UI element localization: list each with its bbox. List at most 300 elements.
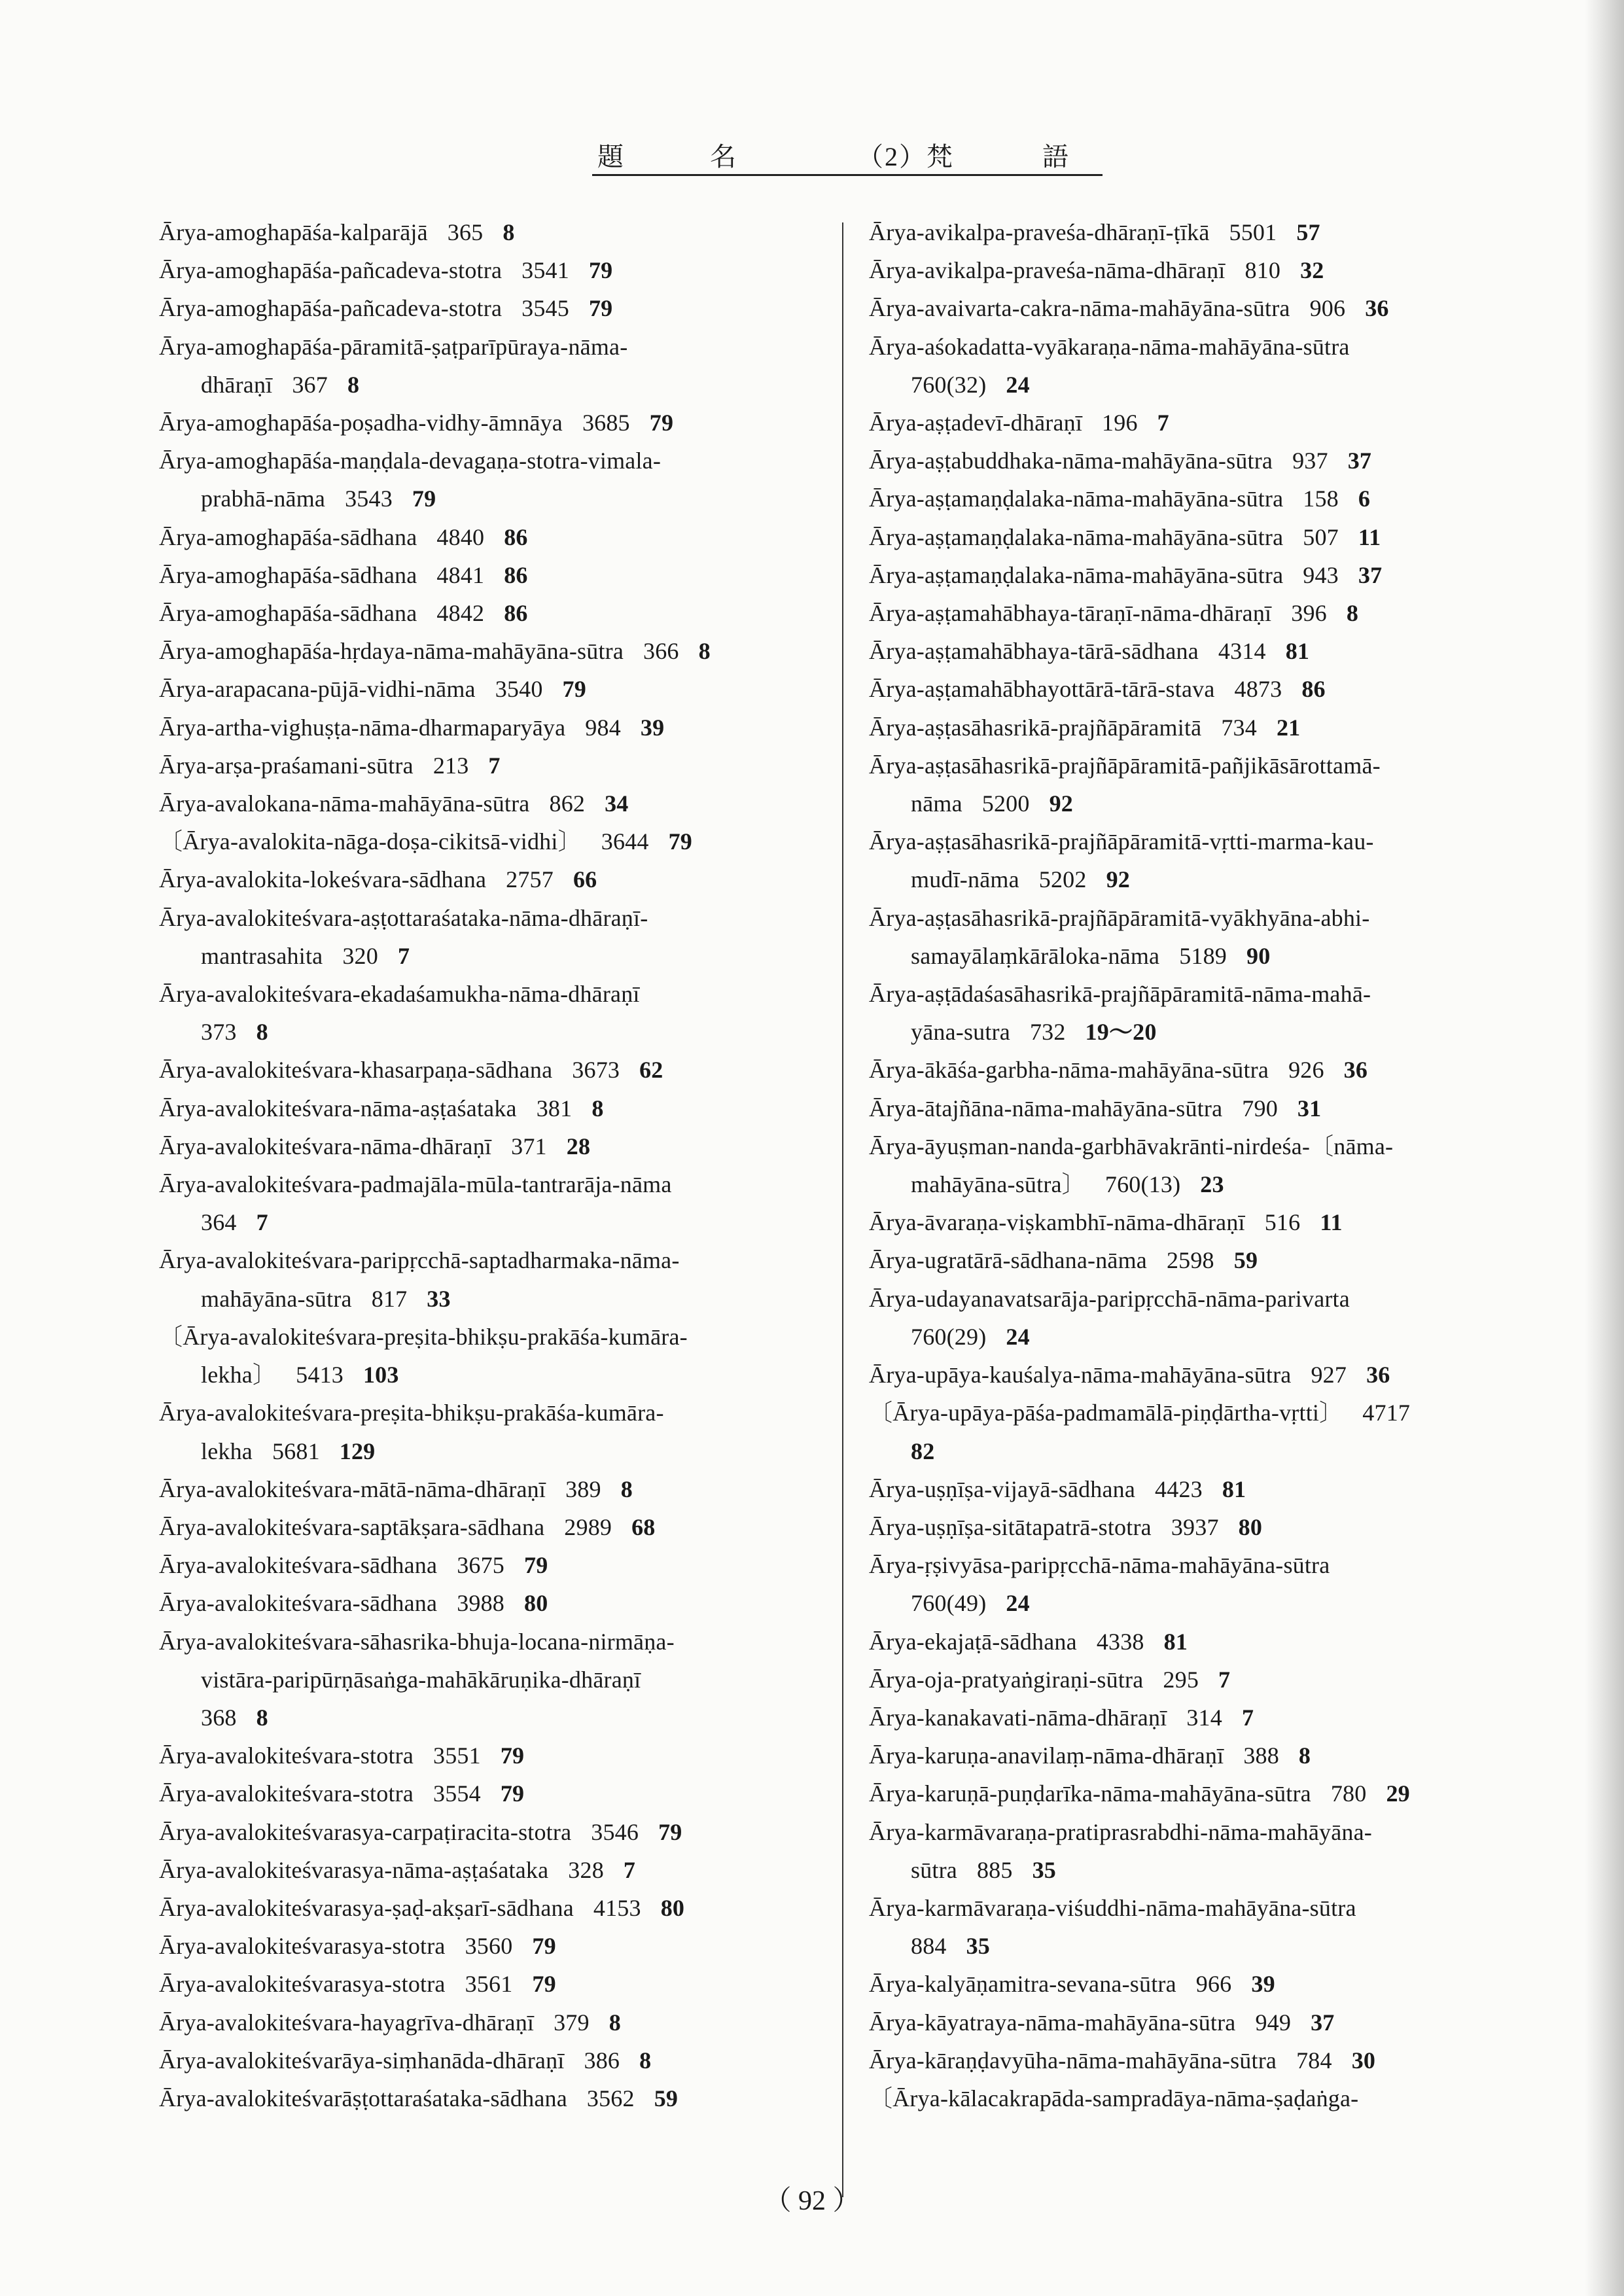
entry-number: 5413: [296, 1362, 344, 1388]
entry-title: Ārya-āvaraṇa-viṣkambhī-nāma-dhāraṇī: [869, 1209, 1245, 1236]
index-entry: [869, 1889, 1556, 1927]
entry-volume: 36: [1343, 1057, 1368, 1084]
entry-volume: 8: [698, 638, 711, 665]
index-entry: [159, 632, 846, 670]
index-entry: [159, 747, 846, 785]
index-entry: [159, 1318, 846, 1356]
entry-number: 884: [911, 1933, 947, 1960]
left-column-index: [159, 213, 846, 2117]
entry-number: 4840: [436, 523, 485, 550]
entry-number: 784: [1296, 2047, 1332, 2074]
index-entry: [159, 594, 846, 632]
entry-volume: 8: [609, 2009, 621, 2036]
entry-title: Ārya-avalokiteśvara-paripṛcchā-saptadharmaka-nāma-: [159, 1247, 680, 1274]
entry-title: Ārya-avalokana-nāma-mahāyāna-sūtra: [159, 790, 530, 817]
entry-number: 4423: [1155, 1475, 1203, 1502]
entry-number: 373: [201, 1019, 237, 1046]
entry-title: Ārya-upāya-kauśalya-nāma-mahāyāna-sūtra: [869, 1362, 1292, 1388]
entry-title: 〔Ārya-avalokita-nāga-doṣa-cikitsā-vidhi〕: [159, 828, 582, 855]
entry-volume: 92: [1106, 866, 1130, 893]
entry-title: Ārya-amoghapāśa-sādhana: [159, 600, 417, 627]
entry-number: 3561: [465, 1971, 513, 1998]
entry-number: 4873: [1234, 676, 1282, 703]
entry-number: 926: [1288, 1057, 1324, 1084]
index-entry: [159, 1889, 846, 1927]
entry-number: 368: [201, 1704, 237, 1731]
entry-number: 196: [1102, 410, 1138, 436]
entry-volume: 23: [1200, 1171, 1224, 1198]
entry-number: 158: [1303, 486, 1339, 512]
entry-volume: 34: [605, 790, 629, 817]
entry-title: Ārya-kāyatraya-nāma-mahāyāna-sūtra: [869, 2009, 1236, 2036]
entry-title: Ārya-avikalpa-praveśa-nāma-dhāraṇī: [869, 257, 1226, 284]
entry-volume: 79: [532, 1933, 556, 1960]
index-entry-continuation: [159, 1203, 846, 1241]
index-entry: [159, 1813, 846, 1851]
index-entry: [159, 1508, 846, 1546]
entry-title: Ārya-aṣṭamaṇḍalaka-nāma-mahāyāna-sūtra: [869, 561, 1284, 588]
entry-number: 3673: [572, 1057, 620, 1084]
entry-volume: 30: [1351, 2047, 1376, 2074]
index-entry: [159, 556, 846, 594]
index-entry: [869, 328, 1556, 366]
entry-title: Ārya-avalokiteśvara-padmajāla-mūla-tantrarāja-nāma: [159, 1171, 672, 1198]
index-entry: [869, 709, 1556, 747]
entry-title: Ārya-amoghapāśa-maṇḍala-devagaṇa-stotra-vimala-: [159, 448, 662, 474]
entry-number: 3545: [521, 295, 569, 322]
entry-title: 〔Ārya-avalokiteśvara-preṣita-bhikṣu-prakāśa-kumāra-: [159, 1323, 688, 1350]
entry-title: Ārya-arṣa-praśamani-sūtra: [159, 752, 414, 779]
entry-volume: 7: [256, 1209, 268, 1236]
index-entry: [159, 899, 846, 937]
entry-number: 3543: [345, 486, 393, 512]
index-entry: [869, 480, 1556, 518]
entry-volume: 36: [1366, 1362, 1390, 1388]
entry-number: 862: [549, 790, 586, 817]
index-entry: [869, 1051, 1556, 1089]
index-entry: [159, 404, 846, 442]
entry-volume: 11: [1320, 1209, 1343, 1236]
entry-title: Ārya-amoghapāśa-hṛdaya-nāma-mahāyāna-sūtra: [159, 638, 624, 665]
entry-number: 320: [342, 942, 378, 969]
entry-title: lekha: [201, 1438, 253, 1464]
entry-volume: 8: [639, 2047, 652, 2074]
entry-title: nāma: [911, 790, 962, 817]
index-entry: [869, 1737, 1556, 1775]
entry-number: 885: [976, 1856, 1013, 1883]
entry-title: Ārya-avalokiteśvara-sādhana: [159, 1590, 438, 1617]
entry-number: 4842: [436, 600, 485, 627]
entry-title: Ārya-aśokadatta-vyākaraṇa-nāma-mahāyāna-sūtra: [869, 333, 1350, 360]
entry-volume: 82: [911, 1438, 935, 1464]
entry-volume: 8: [503, 219, 515, 245]
index-entry: [159, 1089, 846, 1127]
index-entry-continuation: [159, 1699, 846, 1737]
entry-title: Ārya-avikalpa-praveśa-dhāraṇī-ṭīkā: [869, 219, 1210, 245]
entry-number: 2598: [1166, 1247, 1214, 1274]
entry-volume: 80: [1238, 1513, 1263, 1540]
entry-volume: 21: [1276, 714, 1301, 741]
index-entry: [159, 1241, 846, 1279]
entry-number: 3560: [465, 1933, 513, 1960]
entry-title: Ārya-avaivarta-cakra-nāma-mahāyāna-sūtra: [869, 295, 1290, 322]
entry-title: Ārya-avalokiteśvarasya-stotra: [159, 1933, 446, 1960]
entry-volume: 7: [1241, 1704, 1254, 1731]
entry-number: 790: [1242, 1095, 1278, 1122]
entry-title: Ārya-amoghapāśa-sādhana: [159, 561, 417, 588]
index-entry: [159, 860, 846, 898]
index-entry-continuation: [869, 785, 1556, 822]
index-entry-continuation: [159, 480, 846, 518]
entry-volume: 37: [1358, 561, 1383, 588]
index-entry-continuation: [159, 1013, 846, 1051]
entry-title: Ārya-avalokiteśvarasya-nāma-aṣṭaśataka: [159, 1856, 549, 1883]
entry-title: Ārya-avalokiteśvara-nāma-aṣṭaśataka: [159, 1095, 517, 1122]
index-entry-continuation: [869, 1318, 1556, 1356]
entry-title: Ārya-arapacana-pūjā-vidhi-nāma: [159, 676, 476, 703]
entry-number: 2989: [564, 1513, 612, 1540]
entry-volume: 36: [1365, 295, 1389, 322]
entry-title: Ārya-avalokiteśvarasya-ṣaḍ-akṣarī-sādhana: [159, 1894, 574, 1921]
index-entry: [159, 1927, 846, 1965]
index-entry-continuation: [159, 1661, 846, 1699]
index-entry: [869, 594, 1556, 632]
entry-volume: 8: [1346, 600, 1359, 627]
entry-title: Ārya-aṣṭamaṇḍalaka-nāma-mahāyāna-sūtra: [869, 523, 1284, 550]
entry-number: 4338: [1096, 1628, 1144, 1655]
entry-volume: 11: [1358, 523, 1381, 550]
entry-title: Ārya-karmāvaraṇa-viśuddhi-nāma-mahāyāna-sūtra: [869, 1894, 1356, 1921]
entry-volume: 33: [427, 1285, 451, 1312]
entry-volume: 81: [1285, 638, 1310, 665]
index-entry: [869, 1661, 1556, 1699]
index-entry-continuation: [159, 1356, 846, 1394]
entry-title: Ārya-karuṇa-anavilaṃ-nāma-dhāraṇī: [869, 1742, 1224, 1769]
entry-title: 〔Ārya-kālacakrapāda-sampradāya-nāma-ṣaḍaṅga-: [869, 2085, 1359, 2111]
index-entry-continuation: [869, 1013, 1556, 1051]
entry-volume: 6: [1358, 486, 1371, 512]
entry-title: Ārya-aṣṭamahābhaya-tāraṇī-nāma-dhāraṇī: [869, 600, 1272, 627]
entry-number: 5501: [1229, 219, 1277, 245]
index-entry: [159, 1775, 846, 1812]
entry-volume: 86: [504, 523, 528, 550]
index-entry: [869, 289, 1556, 327]
entry-title: Ārya-aṣṭādaśasāhasrikā-prajñāpāramitā-nāma-mahā-: [869, 981, 1371, 1008]
entry-title: Ārya-aṣṭamahābhaya-tārā-sādhana: [869, 638, 1199, 665]
entry-volume: 24: [1006, 1590, 1030, 1617]
entry-volume: 8: [256, 1704, 268, 1731]
entry-title: Ārya-aṣṭasāhasrikā-prajñāpāramitā: [869, 714, 1202, 741]
entry-title: Ārya-avalokiteśvara-ekadaśamukha-nāma-dhāraṇī: [159, 981, 640, 1008]
entry-number: 516: [1264, 1209, 1301, 1236]
entry-volume: 57: [1296, 219, 1320, 245]
entry-number: 927: [1311, 1362, 1347, 1388]
entry-title: Ārya-avalokiteśvara-khasarpaṇa-sādhana: [159, 1057, 553, 1084]
entry-volume: 66: [573, 866, 597, 893]
entry-volume: 37: [1311, 2009, 1335, 2036]
entry-volume: 31: [1297, 1095, 1322, 1122]
entry-number: 3685: [582, 410, 630, 436]
entry-title: sūtra: [911, 1856, 957, 1883]
index-entry-continuation: [869, 1851, 1556, 1889]
entry-number: 389: [565, 1475, 601, 1502]
index-entry: [869, 1127, 1556, 1165]
index-entry: [159, 213, 846, 251]
entry-title: mahāyāna-sūtra〕: [911, 1171, 1086, 1198]
entry-volume: 7: [1218, 1666, 1231, 1693]
entry-number: 5189: [1179, 942, 1227, 969]
entry-number: 364: [201, 1209, 237, 1236]
entry-title: Ārya-avalokiteśvara-preṣita-bhikṣu-prakāśa-kumāra-: [159, 1400, 664, 1426]
index-entry: [869, 442, 1556, 480]
entry-number: 949: [1255, 2009, 1292, 2036]
entry-number: 817: [371, 1285, 408, 1312]
index-entry: [159, 1546, 846, 1584]
entry-title: vistāra-paripūrṇāsaṅga-mahākāruṇika-dhāraṇī: [201, 1666, 641, 1693]
entry-title: Ārya-avalokiteśvarāya-siṃhanāda-dhāraṇī: [159, 2047, 565, 2074]
entry-title: Ārya-aṣṭamaṇḍalaka-nāma-mahāyāna-sūtra: [869, 486, 1284, 512]
index-entry: [159, 442, 846, 480]
index-entry: [159, 518, 846, 556]
entry-number: 367: [292, 371, 328, 398]
entry-title: Ārya-kanakavati-nāma-dhāraṇī: [869, 1704, 1167, 1731]
entry-title: dhāraṇī: [201, 371, 273, 398]
index-entry: [869, 2041, 1556, 2079]
index-entry: [159, 709, 846, 747]
index-entry: [869, 2004, 1556, 2041]
entry-number: 3540: [495, 676, 543, 703]
entry-volume: 86: [1301, 676, 1326, 703]
index-entry-continuation: [869, 1584, 1556, 1622]
index-entry: [869, 1470, 1556, 1508]
index-entry: [159, 1165, 846, 1203]
entry-volume: 8: [620, 1475, 633, 1502]
entry-title: Ārya-kāraṇḍavyūha-nāma-mahāyāna-sūtra: [869, 2047, 1277, 2074]
index-entry: [869, 213, 1556, 251]
index-entry: [869, 404, 1556, 442]
entry-number: 396: [1291, 600, 1327, 627]
index-entry: [869, 1356, 1556, 1394]
entry-title: Ārya-avalokiteśvarasya-carpaṭiracita-stotra: [159, 1818, 572, 1845]
index-entry: [869, 747, 1556, 785]
entry-number: 810: [1244, 257, 1281, 284]
index-entry: [159, 2041, 846, 2079]
entry-volume: 24: [1006, 371, 1030, 398]
entry-number: 295: [1163, 1666, 1199, 1693]
index-entry: [869, 518, 1556, 556]
entry-number: 4841: [436, 561, 485, 588]
entry-volume: 79: [562, 676, 586, 703]
entry-number: 5200: [981, 790, 1030, 817]
entry-title: Ārya-amoghapāśa-sādhana: [159, 523, 417, 550]
index-entry-continuation: [869, 1165, 1556, 1203]
entry-title: Ārya-ākāśa-garbha-nāma-mahāyāna-sūtra: [869, 1057, 1269, 1084]
entry-volume: 81: [1222, 1475, 1246, 1502]
header-part2: 名: [710, 142, 737, 171]
index-entry: [159, 1623, 846, 1661]
index-entry: [159, 1737, 846, 1775]
index-entry: [159, 1394, 846, 1432]
entry-number: 386: [584, 2047, 620, 2074]
entry-number: 4153: [593, 1894, 641, 1921]
entry-number: 732: [1029, 1019, 1066, 1046]
entry-title: Ārya-karuṇā-puṇḍarīka-nāma-mahāyāna-sūtra: [869, 1780, 1311, 1807]
index-entry: [869, 1394, 1556, 1432]
entry-title: Ārya-oja-pratyaṅgiraṇi-sūtra: [869, 1666, 1144, 1693]
entry-title: Ārya-kalyāṇamitra-sevana-sūtra: [869, 1971, 1176, 1998]
index-entry: [869, 1775, 1556, 1812]
entry-title: Ārya-amoghapāśa-pañcadeva-stotra: [159, 295, 503, 322]
entry-volume: 37: [1347, 448, 1372, 474]
entry-title: Ārya-aṣṭasāhasrikā-prajñāpāramitā-vyākhyāna-abhi-: [869, 904, 1370, 931]
index-entry: [159, 975, 846, 1013]
entry-volume: 79: [500, 1780, 525, 1807]
entry-volume: 32: [1300, 257, 1324, 284]
entry-title: Ārya-ātajñāna-nāma-mahāyāna-sūtra: [869, 1095, 1223, 1122]
entry-volume: 8: [256, 1019, 268, 1046]
entry-volume: 103: [362, 1362, 399, 1388]
entry-title: Ārya-avalokiteśvarāṣṭottaraśataka-sādhana: [159, 2085, 567, 2111]
entry-volume: 35: [1032, 1856, 1056, 1883]
entry-title: Ārya-amoghapāśa-pāramitā-ṣaṭparīpūraya-nāma-: [159, 333, 628, 360]
index-entry-continuation: [159, 937, 846, 975]
entry-number: 3988: [457, 1590, 504, 1617]
index-entry: [159, 1965, 846, 2003]
entry-title: yāna-sutra: [911, 1019, 1010, 1046]
entry-volume: 59: [1233, 1247, 1258, 1274]
entry-number: 3551: [433, 1742, 481, 1769]
index-entry: [869, 2079, 1556, 2117]
running-header: [592, 128, 1103, 176]
entry-title: Ārya-udayanavatsarāja-paripṛcchā-nāma-parivarta: [869, 1285, 1350, 1312]
index-entry: [869, 975, 1556, 1013]
header-part4: 語: [1042, 142, 1070, 171]
entry-volume: 86: [504, 561, 528, 588]
entry-volume: 7: [397, 942, 410, 969]
index-entry: [869, 1546, 1556, 1584]
index-entry: [869, 1965, 1556, 2003]
index-entry: [159, 822, 846, 860]
entry-title: mahāyāna-sūtra: [201, 1285, 352, 1312]
entry-number: 760(49): [911, 1590, 987, 1617]
index-entry: [159, 1584, 846, 1622]
entry-volume: 79: [532, 1971, 556, 1998]
index-entry: [869, 1241, 1556, 1279]
entry-number: 213: [432, 752, 469, 779]
entry-number: 4717: [1362, 1400, 1411, 1426]
entry-volume: 90: [1246, 942, 1271, 969]
entry-number: 4314: [1218, 638, 1266, 665]
entry-title: lekha〕: [201, 1362, 277, 1388]
entry-volume: 80: [660, 1894, 685, 1921]
index-entry-continuation: [869, 366, 1556, 404]
index-entry: [869, 556, 1556, 594]
entry-title: Ārya-avalokiteśvara-stotra: [159, 1742, 414, 1769]
index-entry-continuation: [159, 1280, 846, 1318]
entry-title: Ārya-avalokiteśvara-mātā-nāma-dhāraṇī: [159, 1475, 546, 1502]
entry-volume: 79: [588, 257, 613, 284]
entry-number: 3546: [591, 1818, 639, 1845]
entry-volume: 81: [1163, 1628, 1188, 1655]
index-entry: [869, 1089, 1556, 1127]
index-entry: [869, 632, 1556, 670]
entry-volume: 29: [1386, 1780, 1410, 1807]
entry-number: 2757: [506, 866, 554, 893]
header-part3: （2）梵: [857, 142, 954, 171]
entry-volume: 80: [524, 1590, 548, 1617]
entry-number: 780: [1330, 1780, 1367, 1807]
right-column-index: [869, 213, 1556, 2117]
index-entry: [159, 1851, 846, 1889]
index-entry: [159, 1470, 846, 1508]
entry-volume: 35: [966, 1933, 991, 1960]
entry-volume: 7: [1157, 410, 1169, 436]
index-entry: [159, 2079, 846, 2117]
column-divider: [842, 222, 843, 2197]
entry-title: Ārya-avalokita-lokeśvara-sādhana: [159, 866, 487, 893]
entry-title: Ārya-ekajaṭā-sādhana: [869, 1628, 1077, 1655]
entry-volume: 39: [1251, 1971, 1275, 1998]
entry-number: 3562: [586, 2085, 635, 2111]
index-entry: [869, 1699, 1556, 1737]
index-entry-continuation: [869, 1927, 1556, 1965]
entry-volume: 79: [649, 410, 674, 436]
entry-volume: 8: [1298, 1742, 1311, 1769]
index-entry-continuation: [159, 366, 846, 404]
entry-number: 366: [643, 638, 679, 665]
entry-title: Ārya-aṣṭadevī-dhāraṇī: [869, 410, 1083, 436]
index-entry-continuation: [869, 1432, 1556, 1470]
entry-title: Ārya-avalokiteśvarasya-stotra: [159, 1971, 446, 1998]
index-entry-continuation: [869, 860, 1556, 898]
entry-title: Ārya-avalokiteśvara-aṣṭottaraśataka-nāma-dhāraṇī-: [159, 904, 648, 931]
entry-title: prabhā-nāma: [201, 486, 326, 512]
index-entry: [869, 251, 1556, 289]
entry-title: Ārya-amoghapāśa-pañcadeva-stotra: [159, 257, 503, 284]
entry-number: 5202: [1038, 866, 1087, 893]
scan-edge-shadow: [1585, 0, 1624, 2296]
index-entry-continuation: [159, 1432, 846, 1470]
entry-volume: 79: [658, 1818, 682, 1845]
index-entry: [869, 1508, 1556, 1546]
entry-number: 966: [1195, 1971, 1232, 1998]
entry-title: Ārya-avalokiteśvara-nāma-dhāraṇī: [159, 1133, 492, 1159]
entry-volume: 79: [524, 1552, 548, 1579]
entry-number: 328: [568, 1856, 604, 1883]
index-entry: [159, 328, 846, 366]
entry-number: 3937: [1171, 1513, 1219, 1540]
entry-number: 388: [1243, 1742, 1279, 1769]
entry-volume: 28: [566, 1133, 591, 1159]
index-entry: [869, 1203, 1556, 1241]
entry-volume: 7: [488, 752, 501, 779]
index-entry: [159, 670, 846, 708]
index-entry: [869, 670, 1556, 708]
entry-title: Ārya-amoghapāśa-kalparājā: [159, 219, 428, 245]
entry-volume: 68: [631, 1513, 656, 1540]
entry-volume: 79: [500, 1742, 525, 1769]
entry-title: Ārya-avalokiteśvara-hayagrīva-dhāraṇī: [159, 2009, 535, 2036]
entry-number: 5681: [272, 1438, 320, 1464]
entry-number: 760(29): [911, 1323, 987, 1350]
entry-volume: 59: [654, 2085, 679, 2111]
entry-volume: 86: [504, 600, 528, 627]
entry-title: Ārya-aṣṭasāhasrikā-prajñāpāramitā-pañjikāsārottamā-: [869, 752, 1381, 779]
entry-number: 3554: [433, 1780, 481, 1807]
entry-number: 314: [1186, 1704, 1222, 1731]
entry-title: Ārya-aṣṭamahābhayottārā-tārā-stava: [869, 676, 1215, 703]
entry-title: Ārya-aṣṭabuddhaka-nāma-mahāyāna-sūtra: [869, 448, 1273, 474]
